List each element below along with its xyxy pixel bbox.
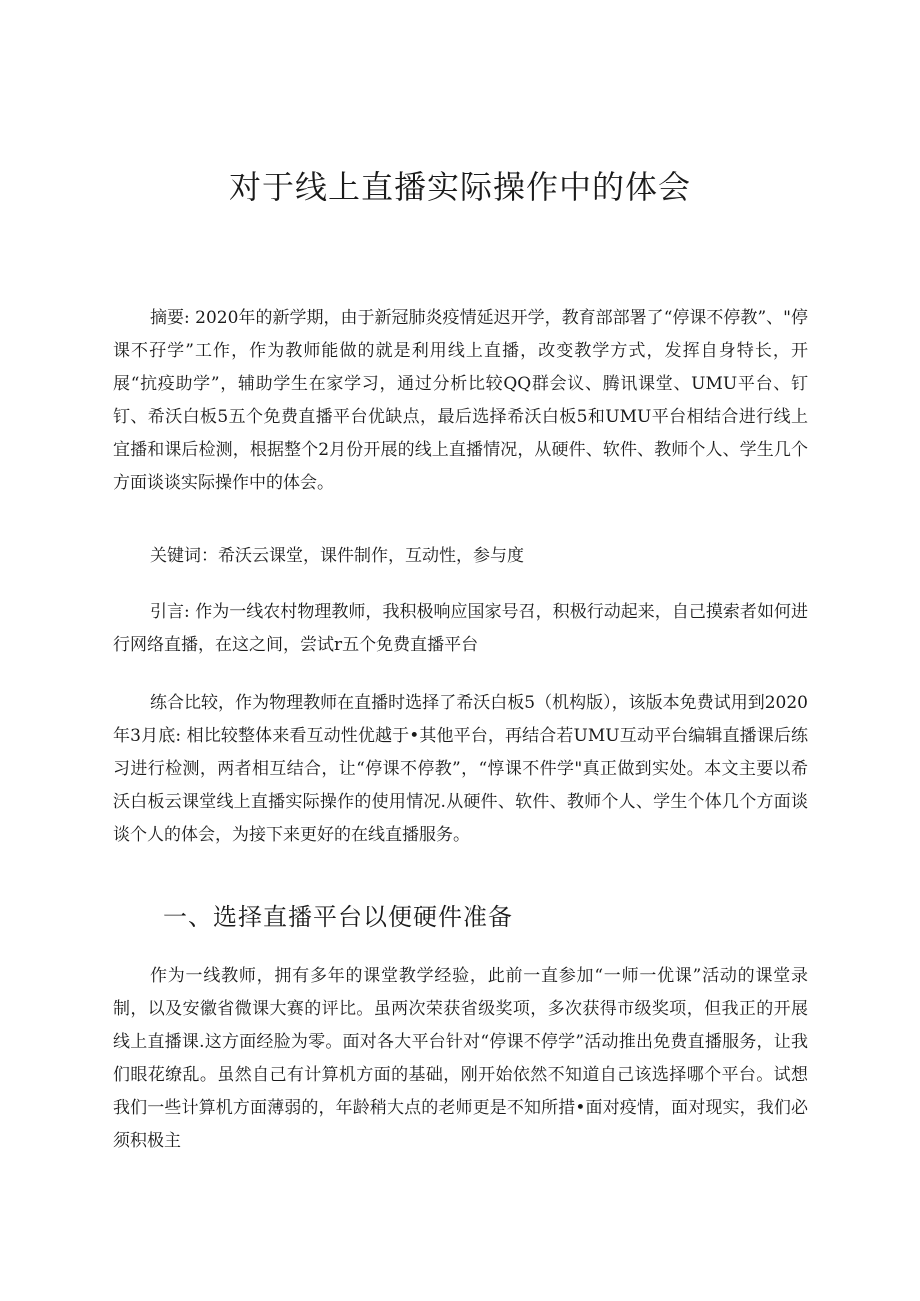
document-title: 对于线上直播实际操作中的体会 <box>228 168 691 206</box>
introduction-paragraph: 引言: 作为一线农村物理教师，我积极响应国家号召，积极行动起来，自己摸索者如何进行网络直播，在这之间，尝试r五个免费直播平台 <box>113 602 808 655</box>
abstract-paragraph: 摘要: 2020年的新学期，由于新冠肺炎疫情延迟开学，教育部部署了“停课不停教”、"停课不孖学”工作，作为教师能做的就是利用线上直播，改变教学方式，发挥自身特长，开展“抗疫助学”，辅助学生在家学习，通过分析比较QQ群会议、腾讯课堂、UMU平台、钉钉、希沃白板5五个免费直播平台优缺点，最后选择希沃白板5和UMU平台相结合进行线上宜播和课后检测，根据整个2月份开展的线上直播情况，从硬件、软件、教师个人、学生几个方面谈谈实际操作中的体会。 <box>113 308 808 493</box>
section-1-paragraph: 作为一线教师，拥有多年的课堂教学经验，此前一直参加“一师一优课”活动的课堂录制，以及安徽省微课大赛的评比。虽两次荣获省级奖项，多次获得市级奖项，但我正的开展线上直播课.这方面经脸为零。面对各大平台针对“停课不停学”活动推出免费直播服务，让我们眼花缭乱。虽然自己有计算机方面的基础，刚开始依然不知道自己该选择哪个平台。试想我们一些计算机方面薄弱的，年龄稍大点的老师更是不知所措•面对疫情，面对现实，我们必须积极主 <box>113 966 808 1151</box>
section-heading-1: 一、选择直播平台以便硬件准备 <box>163 903 513 931</box>
keywords-paragraph: 关键词：希沃云课堂，课件制作，互动性，参与度 <box>150 546 524 566</box>
comparison-paragraph: 练合比较，作为物理教师在直播时选择了希沃白板5（机构版），该版本免费试用到2020年3月底: 相比较整体来看互动性优越于•其他平台，再结合若UMU互动平台编辑直播课后练习进行检测，两者相互结合，让“停课不停教”，“惇课不件学"真正做到实处。本文主要以希沃白板云课堂线上直播实际操作的使用情况.从硬件、软件、教师个人、学生个体几个方面谈谈个人的体会，为接下来更好的在线直播服务。 <box>113 693 808 845</box>
